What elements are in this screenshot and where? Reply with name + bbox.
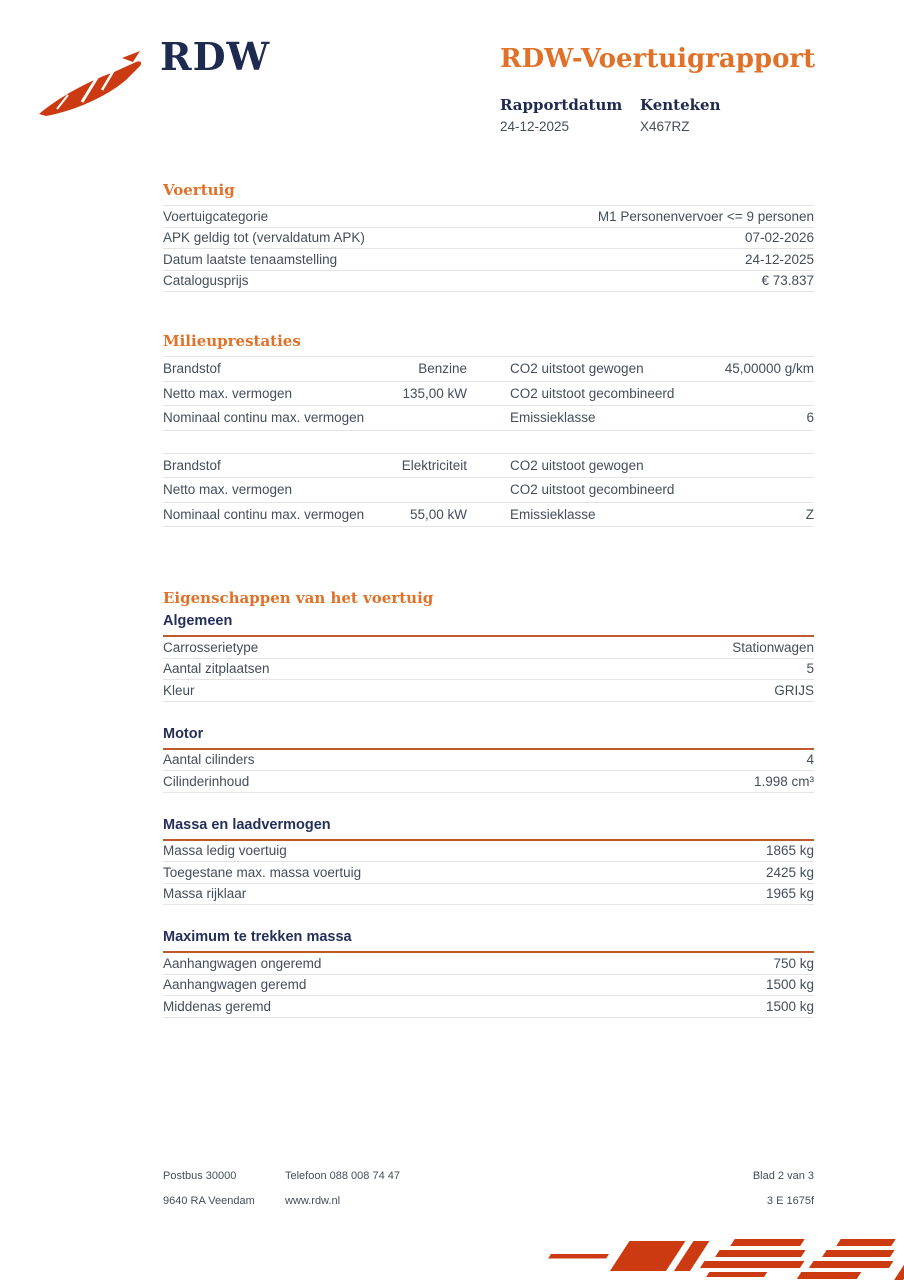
report-date-value: 24-12-2025 (500, 119, 570, 134)
footer-doc-code: 3 E 1675f (766, 1195, 814, 1207)
row-value: 750 kg (773, 955, 814, 971)
row-value: 07-02-2026 (744, 230, 814, 246)
page-title: RDW-Voertuigrapport (500, 44, 816, 74)
row-label: Catalogusprijs (163, 273, 249, 289)
table-row (163, 750, 814, 772)
footer-phone: Telefoon 088 008 74 47 (285, 1170, 400, 1182)
row-label: Carrosserietype (163, 639, 259, 655)
row-value: M1 Personenvervoer <= 9 personen (597, 208, 814, 224)
table-row (163, 357, 814, 382)
row-value: € 73.837 (761, 273, 814, 289)
row-label: Cilinderinhoud (163, 773, 250, 789)
subsection-algemeen (163, 613, 814, 702)
row-label: Aantal cilinders (163, 752, 255, 768)
row-value: Z (805, 506, 814, 522)
table-row (163, 862, 814, 884)
report-content (163, 181, 814, 1018)
section-heading: Milieuprestaties (163, 332, 301, 350)
rdw-flag-stripes-icon (516, 1234, 904, 1280)
section-voertuig (163, 181, 814, 292)
subsection-title: Motor (163, 726, 814, 750)
row-value: Elektriciteit (401, 457, 467, 473)
table-row (163, 680, 814, 702)
row-value: 1965 kg (765, 886, 814, 902)
footer-address-line2: 9640 RA Veendam (163, 1195, 255, 1207)
row-value: GRIJS (774, 682, 814, 698)
table-row (163, 637, 814, 659)
row-label: Kleur (163, 682, 195, 698)
row-label: Netto max. vermogen (163, 482, 293, 498)
row-value: Benzine (418, 361, 467, 377)
row-label: Aantal zitplaatsen (163, 661, 270, 677)
table-row (163, 996, 814, 1018)
footer-row (163, 1195, 814, 1207)
table-row (163, 771, 814, 793)
table-row (163, 406, 814, 431)
table-row (163, 975, 814, 997)
table-row (163, 382, 814, 407)
row-value: 45,00000 g/km (724, 361, 814, 377)
table-row (163, 478, 814, 503)
section-eigenschappen (163, 589, 814, 1018)
row-label: Aanhangwagen ongeremd (163, 955, 322, 971)
row-label: Middenas geremd (163, 998, 272, 1014)
subsection-massa (163, 817, 814, 906)
row-label: Netto max. vermogen (163, 385, 293, 401)
milieu-table-benzine (163, 356, 814, 431)
table-row (163, 659, 814, 681)
row-value: 1500 kg (765, 977, 814, 993)
table-row (163, 884, 814, 906)
row-label: Brandstof (163, 361, 221, 377)
table-row (163, 271, 814, 293)
row-value: 5 (806, 661, 814, 677)
license-plate-block (640, 96, 720, 134)
subsection-motor (163, 726, 814, 793)
row-label: CO2 uitstoot gecombineerd (510, 385, 675, 401)
rdw-logo-text: RDW (160, 34, 271, 79)
row-label: Aanhangwagen geremd (163, 977, 307, 993)
row-label: Emissieklasse (510, 410, 596, 426)
table-row (163, 228, 814, 250)
milieu-table-elektriciteit (163, 453, 814, 528)
row-label: Nominaal continu max. vermogen (163, 506, 365, 522)
row-value: 1865 kg (765, 843, 814, 859)
table-row (163, 953, 814, 975)
row-label: Toegestane max. massa voertuig (163, 864, 362, 880)
page-footer (163, 1170, 814, 1220)
subsection-title: Algemeen (163, 613, 814, 637)
footer-row (163, 1170, 814, 1182)
report-date-label: Rapportdatum (500, 96, 623, 114)
row-value: 1.998 cm³ (753, 773, 814, 789)
row-value: 4 (806, 752, 814, 768)
table-row (163, 503, 814, 528)
row-label: CO2 uitstoot gecombineerd (510, 482, 675, 498)
license-plate-value: X467RZ (640, 119, 690, 134)
table-row (163, 454, 814, 479)
section-heading: Eigenschappen van het voertuig (163, 589, 434, 607)
section-milieuprestaties (163, 332, 814, 527)
footer-address-line1: Postbus 30000 (163, 1170, 237, 1182)
table-row (163, 206, 814, 228)
row-label: Nominaal continu max. vermogen (163, 410, 365, 426)
row-value: 55,00 kW (409, 506, 467, 522)
footer-website-link[interactable]: www.rdw.nl (285, 1195, 341, 1207)
row-value: 135,00 kW (402, 385, 467, 401)
row-value: 2425 kg (765, 864, 814, 880)
section-heading: Voertuig (163, 181, 235, 199)
row-value: Stationwagen (732, 639, 814, 655)
row-label: CO2 uitstoot gewogen (510, 457, 644, 473)
rdw-feather-logo-icon (36, 50, 148, 120)
row-label: Massa rijklaar (163, 886, 247, 902)
row-label: Emissieklasse (510, 506, 596, 522)
voertuig-table (163, 205, 814, 292)
row-label: CO2 uitstoot gewogen (510, 361, 644, 377)
subsection-trekken-massa (163, 929, 814, 1018)
row-label: APK geldig tot (vervaldatum APK) (163, 230, 365, 246)
footer-page-number: Blad 2 van 3 (752, 1170, 814, 1182)
row-label: Brandstof (163, 457, 221, 473)
row-label: Datum laatste tenaamstelling (163, 251, 338, 267)
row-value: 1500 kg (765, 998, 814, 1014)
license-plate-label: Kenteken (640, 96, 721, 114)
row-value: 6 (806, 410, 814, 426)
row-value: 24-12-2025 (744, 251, 814, 267)
subsection-title: Massa en laadvermogen (163, 817, 814, 841)
table-row (163, 249, 814, 271)
report-date-block (500, 96, 622, 134)
row-label: Voertuigcategorie (163, 208, 269, 224)
subsection-title: Maximum te trekken massa (163, 929, 814, 953)
row-label: Massa ledig voertuig (163, 843, 287, 859)
table-row (163, 841, 814, 863)
